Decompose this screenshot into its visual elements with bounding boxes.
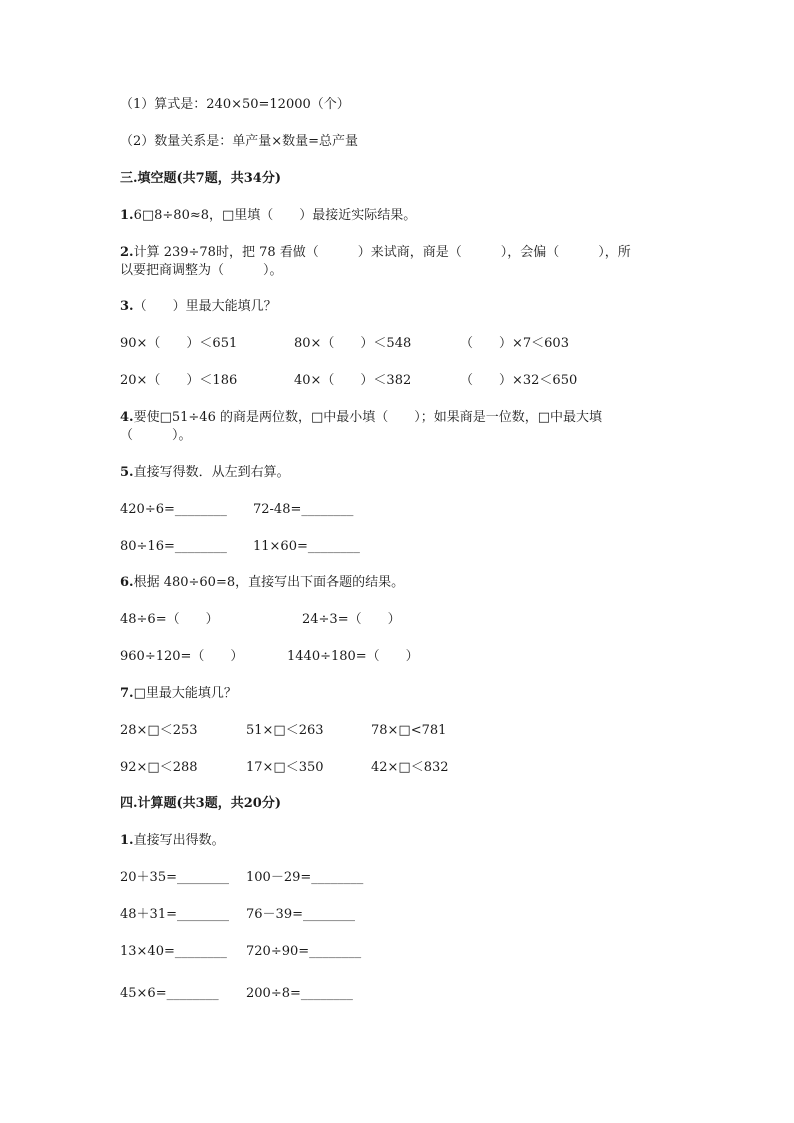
section-4-title: 四.计算题(共3题，共20分) xyxy=(120,796,281,811)
question-3-2 xyxy=(120,244,631,280)
expression: 720÷90=________ xyxy=(246,944,362,959)
expression: 92×□＜288 xyxy=(120,760,198,775)
expression: （ ）×32＜650 xyxy=(460,373,578,388)
expression: 48＋31=________ xyxy=(120,907,229,922)
question-text-line2: （ ）。 xyxy=(120,428,192,443)
expression: 420÷6=________ xyxy=(120,502,227,517)
expression: 24÷3=（ ） xyxy=(302,612,401,627)
question-3-1 xyxy=(120,207,416,225)
question-4-1 xyxy=(120,832,225,850)
question-text-line2: 以要把商调整为（ ）。 xyxy=(120,263,283,278)
expression: 1440÷180=（ ） xyxy=(287,649,419,664)
expression: 72-48=________ xyxy=(253,502,354,517)
expression: 45×6=________ xyxy=(120,986,219,1001)
expression: 76－39=________ xyxy=(246,907,355,922)
question-3-7 xyxy=(120,685,237,703)
question-number: 2. xyxy=(120,245,134,260)
expression: 20＋35=________ xyxy=(120,870,229,885)
expression: 40×（ ）＜382 xyxy=(294,373,412,388)
question-text: 根据 480÷60=8，直接写出下面各题的结果。 xyxy=(133,575,405,590)
expression: 28×□＜253 xyxy=(120,723,198,738)
question-text: 6□8÷80≈8，□里填（ ）最接近实际结果。 xyxy=(133,208,417,223)
expression: 960÷120=（ ） xyxy=(120,649,244,664)
expression: 80×（ ）＜548 xyxy=(294,336,412,351)
question-text: 直接写得数．从左到右算。 xyxy=(133,465,290,480)
question-text-line1: 要使□51÷46 的商是两位数，□中最小填（ ）；如果商是一位数，□中最大填 xyxy=(133,410,603,425)
section-3-title: 三.填空题(共7题，共34分) xyxy=(120,171,281,186)
question-number: 1. xyxy=(120,833,134,848)
answer-line-2: （2）数量关系是：单产量×数量=总产量 xyxy=(120,134,359,149)
question-number: 6. xyxy=(120,575,134,590)
question-3-5 xyxy=(120,464,290,482)
expression: 11×60=________ xyxy=(253,539,360,554)
question-3-3 xyxy=(120,298,277,316)
expression: 20×（ ）＜186 xyxy=(120,373,238,388)
question-text-line1: 计算 239÷78时，把 78 看做（ ）来试商，商是（ ），会偏（ ），所 xyxy=(133,245,631,260)
expression: 100－29=________ xyxy=(246,870,364,885)
question-number: 3. xyxy=(120,299,134,314)
expression: 48÷6=（ ） xyxy=(120,612,219,627)
answer-line-1: （1）算式是：240×50=12000（个） xyxy=(120,97,350,112)
question-number: 7. xyxy=(120,686,134,701)
question-text: 直接写出得数。 xyxy=(133,833,225,848)
question-number: 5. xyxy=(120,465,134,480)
expression: 17×□＜350 xyxy=(246,760,324,775)
question-3-4 xyxy=(120,409,602,445)
question-number: 1. xyxy=(120,208,134,223)
expression: 51×□＜263 xyxy=(246,723,324,738)
question-text: □里最大能填几？ xyxy=(133,686,237,701)
expression: 200÷8=________ xyxy=(246,986,353,1001)
expression: 80÷16=________ xyxy=(120,539,227,554)
expression: 90×（ ）＜651 xyxy=(120,336,238,351)
question-3-6 xyxy=(120,574,404,592)
question-text: （ ）里最大能填几？ xyxy=(133,299,277,314)
question-number: 4. xyxy=(120,410,134,425)
expression: 13×40=________ xyxy=(120,944,227,959)
expression: 42×□＜832 xyxy=(371,760,449,775)
expression: 78×□<781 xyxy=(371,723,447,738)
expression: （ ）×7＜603 xyxy=(460,336,569,351)
